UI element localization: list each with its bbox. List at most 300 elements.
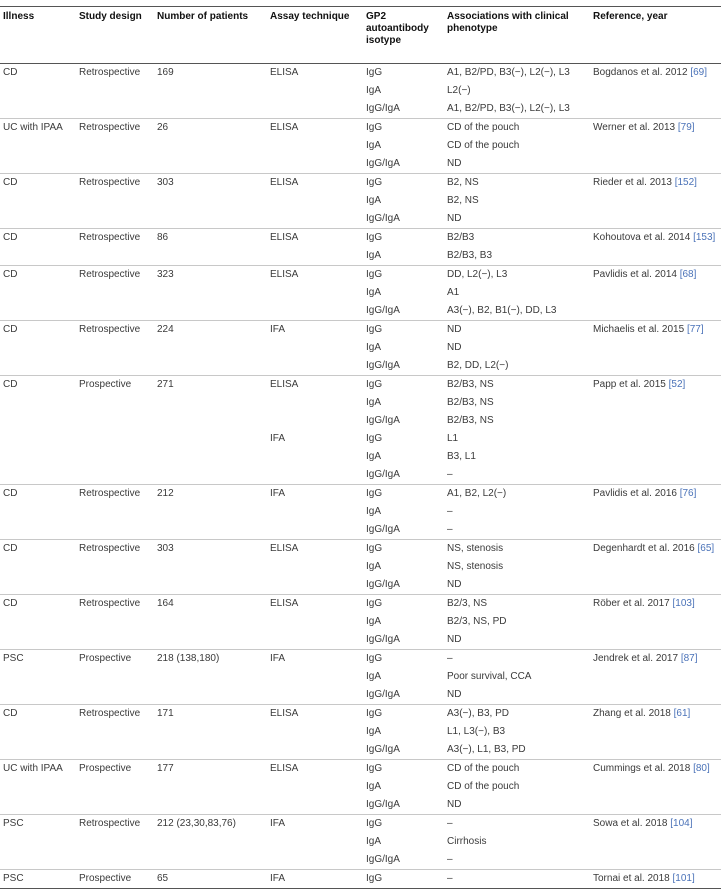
cell-study-design: Retrospective bbox=[76, 485, 154, 504]
cell-study-design bbox=[76, 192, 154, 210]
cell-study-design bbox=[76, 430, 154, 448]
cell-number-of-patients: 164 bbox=[154, 595, 267, 614]
cell-phenotype: – bbox=[447, 524, 453, 535]
cell-isotype: IgA bbox=[366, 561, 382, 572]
cell-illness bbox=[0, 576, 76, 595]
cell-assay-technique: ELISA bbox=[267, 119, 363, 138]
table-row bbox=[0, 266, 721, 285]
cell-phenotype: ND bbox=[447, 158, 462, 169]
cell-isotype: IgA bbox=[366, 781, 382, 792]
citation-link[interactable]: [101] bbox=[672, 873, 695, 884]
cell-assay-technique bbox=[267, 723, 363, 741]
table-row bbox=[0, 815, 721, 834]
cell-assay-technique: IFA bbox=[267, 870, 363, 889]
cell-study-design bbox=[76, 448, 154, 466]
table-row bbox=[0, 412, 721, 430]
cell-assay-technique bbox=[267, 155, 363, 174]
cell-study-design bbox=[76, 521, 154, 540]
cell-phenotype: L1 bbox=[447, 433, 459, 444]
cell-reference bbox=[590, 741, 721, 760]
cell-illness bbox=[0, 613, 76, 631]
cell-illness bbox=[0, 412, 76, 430]
table-row bbox=[0, 321, 721, 340]
citation-link[interactable]: [61] bbox=[673, 708, 691, 719]
cell-study-design bbox=[76, 851, 154, 870]
reference-author-year: Michaelis et al. 2015 bbox=[593, 324, 687, 335]
table-row bbox=[0, 229, 721, 248]
cell-phenotype: A1, B2, L2(−) bbox=[444, 485, 590, 504]
cell-isotype: IgG bbox=[363, 174, 444, 193]
cell-number-of-patients bbox=[154, 137, 267, 155]
cell-illness: CD bbox=[3, 67, 18, 78]
citation-link[interactable]: [68] bbox=[679, 269, 697, 280]
cell-isotype: IgG bbox=[363, 650, 444, 669]
cell-isotype: IgG bbox=[363, 870, 444, 889]
cell-reference bbox=[590, 521, 721, 540]
cell-study-design: Retrospective bbox=[76, 229, 154, 248]
cell-illness bbox=[0, 155, 76, 174]
cell-reference bbox=[590, 119, 721, 138]
cell-number-of-patients: 303 bbox=[154, 174, 267, 193]
citation-link[interactable]: [153] bbox=[693, 232, 716, 243]
table-row bbox=[0, 723, 721, 741]
cell-reference bbox=[590, 503, 721, 521]
cell-assay-technique: ELISA bbox=[267, 705, 363, 724]
cell-phenotype: – bbox=[447, 469, 453, 480]
cell-phenotype: CD of the pouch bbox=[444, 119, 590, 138]
cell-isotype: IgA bbox=[366, 616, 382, 627]
cell-phenotype: B3, L1 bbox=[447, 451, 476, 462]
cell-study-design: Retrospective bbox=[76, 595, 154, 614]
cell-phenotype: CD of the pouch bbox=[447, 140, 520, 151]
cell-illness bbox=[0, 796, 76, 815]
cell-illness bbox=[0, 851, 76, 870]
cell-isotype: IgA bbox=[366, 836, 382, 847]
cell-illness bbox=[0, 247, 76, 266]
cell-illness: CD bbox=[0, 321, 76, 340]
table-row bbox=[0, 760, 721, 779]
cell-phenotype: NS, stenosis bbox=[444, 540, 590, 559]
cell-illness bbox=[0, 503, 76, 521]
cell-isotype: IgG/IgA bbox=[366, 524, 400, 535]
cell-assay-technique bbox=[267, 100, 363, 119]
citation-link[interactable]: [65] bbox=[697, 543, 715, 554]
cell-isotype: IgG bbox=[363, 229, 444, 248]
cell-assay-technique: IFA bbox=[267, 815, 363, 834]
gp2-autoantibody-table bbox=[0, 6, 721, 889]
table-row bbox=[0, 668, 721, 686]
cell-phenotype: – bbox=[447, 854, 453, 865]
citation-link[interactable]: [69] bbox=[690, 67, 707, 78]
cell-assay-technique bbox=[267, 192, 363, 210]
cell-illness bbox=[0, 778, 76, 796]
citation-link[interactable]: [76] bbox=[679, 488, 697, 499]
cell-isotype: IgG/IgA bbox=[366, 103, 400, 114]
cell-phenotype: B2/B3, NS bbox=[447, 397, 494, 408]
cell-isotype: IgG/IgA bbox=[366, 579, 400, 590]
cell-study-design bbox=[76, 466, 154, 485]
header-assay-technique: Assay technique bbox=[270, 11, 350, 22]
cell-reference bbox=[590, 412, 721, 430]
cell-isotype: IgG/IgA bbox=[366, 634, 400, 645]
table-row bbox=[0, 119, 721, 138]
table-row bbox=[0, 503, 721, 521]
cell-phenotype: A3(−), B3, PD bbox=[444, 705, 590, 724]
cell-phenotype: Poor survival, CCA bbox=[447, 671, 532, 682]
cell-isotype: IgG bbox=[363, 119, 444, 138]
table-row bbox=[0, 796, 721, 815]
citation-link[interactable]: [80] bbox=[693, 763, 710, 774]
cell-reference bbox=[590, 558, 721, 576]
cell-illness bbox=[0, 302, 76, 321]
cell-assay-technique bbox=[267, 394, 363, 412]
cell-phenotype: B2, DD, L2(−) bbox=[447, 360, 509, 371]
cell-number-of-patients: 177 bbox=[154, 760, 267, 779]
cell-study-design bbox=[76, 247, 154, 266]
cell-phenotype: B2/B3, NS bbox=[444, 376, 590, 395]
cell-isotype: IgA bbox=[366, 85, 382, 96]
cell-number-of-patients: 323 bbox=[154, 266, 267, 285]
table-row bbox=[0, 833, 721, 851]
cell-reference bbox=[590, 376, 721, 395]
cell-number-of-patients bbox=[154, 723, 267, 741]
cell-reference bbox=[590, 870, 721, 889]
caption-fragment bbox=[0, 0, 721, 3]
cell-number-of-patients bbox=[154, 192, 267, 210]
table-row bbox=[0, 558, 721, 576]
citation-link[interactable]: [87] bbox=[680, 653, 698, 664]
table-row bbox=[0, 631, 721, 650]
cell-illness: UC with IPAA bbox=[0, 760, 76, 779]
cell-illness bbox=[0, 833, 76, 851]
table-row bbox=[0, 576, 721, 595]
cell-study-design bbox=[76, 613, 154, 631]
cell-illness: CD bbox=[0, 485, 76, 504]
citation-link[interactable]: [79] bbox=[677, 122, 695, 133]
cell-number-of-patients bbox=[154, 357, 267, 376]
cell-illness bbox=[0, 210, 76, 229]
table-row bbox=[0, 466, 721, 485]
cell-assay-technique: ELISA bbox=[267, 595, 363, 614]
cell-study-design: Retrospective bbox=[76, 321, 154, 340]
cell-study-design bbox=[76, 357, 154, 376]
cell-reference bbox=[590, 576, 721, 595]
cell-reference bbox=[590, 394, 721, 412]
cell-illness: CD bbox=[0, 229, 76, 248]
cell-phenotype: B2/B3, NS bbox=[447, 415, 494, 426]
cell-isotype: IgA bbox=[366, 671, 382, 682]
cell-study-design bbox=[76, 503, 154, 521]
reference-author-year: Jendrek et al. 2017 bbox=[593, 653, 681, 664]
cell-study-design bbox=[76, 82, 154, 100]
cell-isotype: IgG bbox=[366, 433, 383, 444]
table-row bbox=[0, 376, 721, 395]
cell-phenotype: CD of the pouch bbox=[444, 760, 590, 779]
cell-number-of-patients: 169 bbox=[157, 67, 174, 78]
cell-isotype: IgA bbox=[366, 397, 382, 408]
cell-assay-technique: ELISA bbox=[267, 376, 363, 395]
cell-illness bbox=[0, 100, 76, 119]
cell-assay-technique: ELISA bbox=[267, 540, 363, 559]
cell-assay-technique: IFA bbox=[267, 485, 363, 504]
cell-phenotype: ND bbox=[444, 321, 590, 340]
cell-isotype: IgA bbox=[366, 250, 382, 261]
cell-assay-technique bbox=[267, 668, 363, 686]
cell-study-design: Prospective bbox=[76, 870, 154, 889]
cell-illness bbox=[0, 723, 76, 741]
cell-phenotype: CD of the pouch bbox=[447, 781, 520, 792]
cell-reference bbox=[590, 302, 721, 321]
citation-link[interactable]: [104] bbox=[670, 818, 693, 829]
cell-number-of-patients: 271 bbox=[154, 376, 267, 395]
table-row bbox=[0, 705, 721, 724]
cell-phenotype: NS, stenosis bbox=[447, 561, 504, 572]
cell-isotype: IgG/IgA bbox=[366, 213, 400, 224]
cell-phenotype: – bbox=[444, 815, 590, 834]
cell-isotype: IgA bbox=[366, 506, 382, 517]
cell-illness bbox=[0, 339, 76, 357]
cell-reference bbox=[590, 192, 721, 210]
cell-number-of-patients: 303 bbox=[154, 540, 267, 559]
cell-study-design bbox=[76, 394, 154, 412]
cell-number-of-patients bbox=[154, 448, 267, 466]
cell-reference bbox=[590, 668, 721, 686]
cell-number-of-patients bbox=[154, 100, 267, 119]
cell-phenotype: Cirrhosis bbox=[447, 836, 487, 847]
cell-number-of-patients bbox=[154, 778, 267, 796]
cell-study-design bbox=[76, 210, 154, 229]
cell-reference bbox=[590, 613, 721, 631]
cell-number-of-patients bbox=[154, 247, 267, 266]
cell-illness bbox=[0, 357, 76, 376]
cell-isotype: IgA bbox=[366, 140, 382, 151]
table-row bbox=[0, 778, 721, 796]
reference-author-year: Pavlidis et al. 2014 bbox=[593, 269, 680, 280]
cell-isotype: IgG/IgA bbox=[366, 469, 400, 480]
cell-illness: PSC bbox=[0, 870, 76, 889]
cell-assay-technique: ELISA bbox=[267, 760, 363, 779]
table-row bbox=[0, 284, 721, 302]
cell-phenotype: A3(−), B2, B1(−), DD, L3 bbox=[447, 305, 557, 316]
cell-study-design: Retrospective bbox=[76, 540, 154, 559]
cell-isotype: IgG bbox=[363, 540, 444, 559]
cell-phenotype: A1, B2/PD, B3(−), L2(−), L3 bbox=[447, 67, 570, 78]
cell-number-of-patients bbox=[154, 339, 267, 357]
cell-assay-technique bbox=[267, 412, 363, 430]
table-row bbox=[0, 100, 721, 119]
cell-phenotype: ND bbox=[447, 799, 462, 810]
cell-study-design bbox=[76, 412, 154, 430]
cell-assay-technique bbox=[267, 357, 363, 376]
cell-number-of-patients: 26 bbox=[154, 119, 267, 138]
cell-number-of-patients bbox=[154, 521, 267, 540]
cell-isotype: IgG bbox=[363, 376, 444, 395]
cell-phenotype: ND bbox=[447, 579, 462, 590]
cell-reference bbox=[590, 815, 721, 834]
table-row bbox=[0, 64, 721, 83]
cell-assay-technique bbox=[267, 833, 363, 851]
cell-reference bbox=[590, 631, 721, 650]
cell-isotype: IgG/IgA bbox=[366, 415, 400, 426]
cell-illness bbox=[0, 741, 76, 760]
table-row bbox=[0, 485, 721, 504]
reference-author-year: Degenhardt et al. 2016 bbox=[593, 543, 698, 554]
cell-number-of-patients bbox=[154, 613, 267, 631]
cell-illness: CD bbox=[0, 266, 76, 285]
cell-number-of-patients: 212 (23,30,83,76) bbox=[154, 815, 267, 834]
cell-isotype: IgG bbox=[363, 705, 444, 724]
cell-number-of-patients: 86 bbox=[154, 229, 267, 248]
cell-assay-technique bbox=[267, 284, 363, 302]
cell-assay-technique bbox=[267, 613, 363, 631]
cell-number-of-patients: 171 bbox=[154, 705, 267, 724]
cell-phenotype: A1 bbox=[447, 287, 460, 298]
table-row bbox=[0, 174, 721, 193]
cell-phenotype: L2(−) bbox=[447, 85, 471, 96]
cell-reference bbox=[590, 540, 721, 559]
cell-assay-technique: IFA bbox=[267, 321, 363, 340]
citation-link[interactable]: [152] bbox=[674, 177, 697, 188]
table-row bbox=[0, 741, 721, 760]
cell-number-of-patients bbox=[154, 631, 267, 650]
citation-link[interactable]: [52] bbox=[668, 379, 686, 390]
cell-reference bbox=[590, 705, 721, 724]
cell-phenotype: B2, NS bbox=[447, 195, 479, 206]
cell-illness bbox=[0, 686, 76, 705]
cell-study-design bbox=[76, 796, 154, 815]
cell-reference bbox=[590, 210, 721, 229]
cell-phenotype: B2/B3, B3 bbox=[447, 250, 493, 261]
cell-reference bbox=[590, 357, 721, 376]
cell-assay-technique bbox=[267, 210, 363, 229]
cell-number-of-patients bbox=[154, 466, 267, 485]
cell-illness bbox=[0, 137, 76, 155]
cell-illness: PSC bbox=[0, 815, 76, 834]
cell-study-design: Retrospective bbox=[76, 705, 154, 724]
cell-reference bbox=[590, 760, 721, 779]
cell-number-of-patients bbox=[154, 686, 267, 705]
cell-illness bbox=[0, 448, 76, 466]
cell-reference bbox=[590, 650, 721, 669]
cell-assay-technique: ELISA bbox=[267, 229, 363, 248]
cell-study-design: Prospective bbox=[76, 650, 154, 669]
cell-illness bbox=[0, 521, 76, 540]
table-body bbox=[0, 64, 721, 889]
cell-assay-technique bbox=[267, 302, 363, 321]
cell-illness bbox=[0, 430, 76, 448]
cell-number-of-patients: 218 (138,180) bbox=[154, 650, 267, 669]
cell-study-design: Retrospective bbox=[76, 266, 154, 285]
cell-illness bbox=[0, 466, 76, 485]
header-study-design: Study design bbox=[79, 11, 142, 22]
cell-phenotype: – bbox=[447, 506, 453, 517]
cell-illness: CD bbox=[0, 705, 76, 724]
cell-assay-technique bbox=[267, 576, 363, 595]
cell-illness bbox=[0, 82, 76, 100]
cell-isotype: IgG/IgA bbox=[366, 744, 400, 755]
reference-author-year: Tornai et al. 2018 bbox=[593, 873, 673, 884]
cell-number-of-patients bbox=[154, 741, 267, 760]
cell-phenotype: – bbox=[444, 650, 590, 669]
cell-phenotype: A1, B2/PD, B3(−), L2(−), L3 bbox=[447, 103, 570, 114]
cell-reference bbox=[590, 155, 721, 174]
cell-phenotype: B2, NS bbox=[444, 174, 590, 193]
cell-study-design bbox=[76, 339, 154, 357]
cell-isotype: IgA bbox=[366, 287, 382, 298]
cell-reference bbox=[590, 485, 721, 504]
header-illness: Illness bbox=[3, 11, 35, 22]
table-row bbox=[0, 210, 721, 229]
cell-illness bbox=[0, 192, 76, 210]
cell-study-design bbox=[76, 284, 154, 302]
cell-number-of-patients bbox=[154, 576, 267, 595]
table-row bbox=[0, 595, 721, 614]
cell-assay-technique bbox=[267, 247, 363, 266]
cell-isotype: IgA bbox=[366, 195, 382, 206]
cell-assay-technique: ELISA bbox=[267, 174, 363, 193]
table-header-row bbox=[0, 7, 721, 64]
table-row bbox=[0, 686, 721, 705]
cell-study-design bbox=[76, 137, 154, 155]
cell-assay-technique bbox=[267, 631, 363, 650]
cell-isotype: IgG bbox=[363, 815, 444, 834]
cell-reference bbox=[590, 82, 721, 100]
reference-author-year: Pavlidis et al. 2016 bbox=[593, 488, 680, 499]
cell-study-design: Retrospective bbox=[76, 174, 154, 193]
cell-reference bbox=[590, 339, 721, 357]
cell-phenotype: ND bbox=[447, 634, 462, 645]
reference-author-year: Zhang et al. 2018 bbox=[593, 708, 674, 719]
cell-number-of-patients bbox=[154, 430, 267, 448]
cell-number-of-patients: 212 bbox=[154, 485, 267, 504]
cell-assay-technique bbox=[267, 851, 363, 870]
cell-number-of-patients bbox=[154, 558, 267, 576]
cell-phenotype: B2/B3 bbox=[444, 229, 590, 248]
cell-number-of-patients bbox=[154, 796, 267, 815]
cell-study-design bbox=[76, 155, 154, 174]
cell-reference bbox=[590, 686, 721, 705]
table-row bbox=[0, 247, 721, 266]
cell-study-design: Retrospective bbox=[76, 119, 154, 138]
reference-author-year: Werner et al. 2013 bbox=[593, 122, 678, 133]
cell-illness bbox=[0, 394, 76, 412]
cell-reference bbox=[590, 723, 721, 741]
citation-link[interactable]: [77] bbox=[686, 324, 704, 335]
reference-author-year: Bogdanos et al. 2012 bbox=[593, 67, 691, 78]
cell-number-of-patients bbox=[154, 503, 267, 521]
citation-link[interactable]: [103] bbox=[672, 598, 695, 609]
cell-isotype: IgG/IgA bbox=[366, 360, 400, 371]
cell-reference bbox=[590, 851, 721, 870]
reference-author-year: Papp et al. 2015 bbox=[593, 379, 669, 390]
cell-assay-technique bbox=[267, 82, 363, 100]
cell-isotype: IgG/IgA bbox=[366, 158, 400, 169]
cell-isotype: IgG bbox=[366, 67, 383, 78]
cell-number-of-patients: 65 bbox=[154, 870, 267, 889]
cell-illness bbox=[0, 668, 76, 686]
cell-study-design: Retrospective bbox=[76, 815, 154, 834]
cell-assay-technique bbox=[267, 778, 363, 796]
table-row bbox=[0, 339, 721, 357]
cell-study-design bbox=[76, 668, 154, 686]
cell-reference bbox=[590, 174, 721, 193]
cell-number-of-patients bbox=[154, 833, 267, 851]
cell-isotype: IgG bbox=[363, 595, 444, 614]
cell-isotype: IgG/IgA bbox=[366, 799, 400, 810]
cell-number-of-patients bbox=[154, 210, 267, 229]
cell-illness: CD bbox=[0, 174, 76, 193]
cell-number-of-patients bbox=[154, 394, 267, 412]
